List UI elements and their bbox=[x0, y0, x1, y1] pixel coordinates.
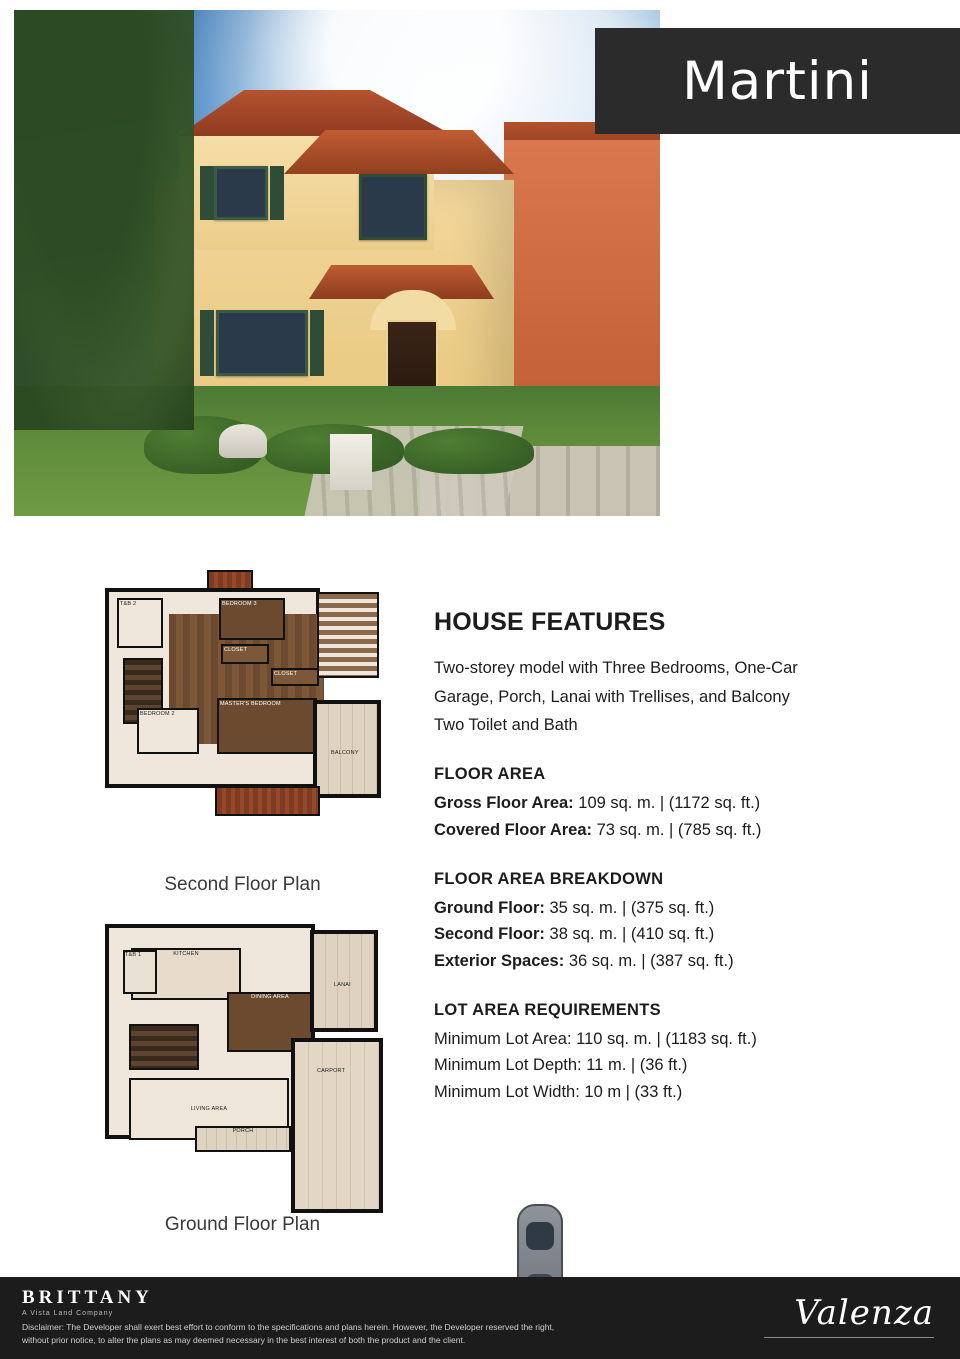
section-floor-area-breakdown bbox=[434, 870, 904, 975]
room-label-balcony: BALCONY bbox=[331, 750, 359, 756]
room-label-closet-2: CLOSET bbox=[274, 671, 298, 677]
row-second-floor bbox=[434, 921, 904, 948]
roof-detail-top bbox=[207, 570, 253, 590]
row-value-min-lot-depth: 11 m. | (36 ft.) bbox=[586, 1056, 688, 1075]
row-gross-floor-area bbox=[434, 790, 904, 817]
model-title-banner bbox=[595, 28, 960, 134]
row-value-min-lot-area: 110 sq. m. | (1183 sq. ft.) bbox=[576, 1029, 757, 1048]
room-label-lanai: LANAI bbox=[334, 982, 351, 988]
valenza-logo: Valenza bbox=[794, 1293, 934, 1333]
second-floor-trellis bbox=[317, 592, 379, 678]
room-label-porch: PORCH bbox=[232, 1128, 254, 1134]
valenza-underline bbox=[764, 1337, 934, 1338]
section-floor-area bbox=[434, 765, 904, 843]
ground-floor-stairs bbox=[129, 1024, 199, 1070]
page-title: Martini bbox=[682, 50, 873, 112]
brittany-tagline: A Vista Land Company bbox=[22, 1310, 114, 1317]
disclaimer-text: Disclaimer: The Developer shall exert best effort to conform to the specifications and plans herein. However, the Developer reserved the right, without prior notice, to alter the plans as may deemed necessary in the best interest of both the product and the client. bbox=[22, 1322, 555, 1345]
room-bedroom3 bbox=[219, 598, 285, 640]
footer bbox=[0, 1277, 960, 1359]
shutter-right bbox=[270, 166, 284, 220]
room-bedroom2 bbox=[137, 708, 199, 754]
section-heading-floor-area: FLOOR AREA bbox=[434, 765, 546, 784]
row-label-min-lot-depth: Minimum Lot Depth: bbox=[434, 1056, 582, 1075]
lower-window bbox=[216, 310, 308, 376]
row-label-exterior-spaces: Exterior Spaces: bbox=[434, 952, 565, 971]
room-label-tb1: T&B 1 bbox=[125, 952, 142, 958]
row-value-min-lot-width: 10 m | (33 ft.) bbox=[584, 1083, 683, 1102]
room-tb2 bbox=[117, 598, 163, 648]
row-label-min-lot-width: Minimum Lot Width: bbox=[434, 1083, 580, 1102]
row-label-covered-floor-area: Covered Floor Area: bbox=[434, 820, 593, 839]
row-label-min-lot-area: Minimum Lot Area: bbox=[434, 1029, 572, 1048]
entry-post bbox=[330, 434, 372, 490]
room-label-dining-area: DINING AREA bbox=[251, 994, 289, 1000]
house-features-panel bbox=[434, 608, 904, 1106]
shutter-left bbox=[200, 166, 214, 220]
brittany-logo bbox=[22, 1287, 153, 1317]
roof-detail-bottom bbox=[215, 786, 320, 816]
room-closet-2 bbox=[271, 668, 319, 686]
shutter-lower-right bbox=[310, 310, 324, 376]
row-value-gross-floor-area: 109 sq. m. | (1172 sq. ft.) bbox=[578, 794, 761, 813]
room-masters-bedroom bbox=[217, 698, 317, 754]
room-carport bbox=[291, 1038, 383, 1213]
features-intro bbox=[434, 655, 904, 739]
row-min-lot-area bbox=[434, 1026, 904, 1053]
shutter-lower-left bbox=[200, 310, 214, 376]
room-label-living-area: LIVING AREA bbox=[190, 1106, 228, 1112]
ground-floor-plan bbox=[95, 910, 390, 1236]
hedge-3 bbox=[404, 428, 534, 474]
row-exterior-spaces bbox=[434, 948, 904, 975]
row-label-ground-floor: Ground Floor: bbox=[434, 898, 545, 917]
second-floor-caption: Second Floor Plan bbox=[164, 874, 321, 895]
row-label-gross-floor-area: Gross Floor Area: bbox=[434, 794, 574, 813]
row-value-covered-floor-area: 73 sq. m. | (785 sq. ft.) bbox=[596, 820, 762, 839]
row-ground-floor bbox=[434, 895, 904, 922]
balcony-area bbox=[313, 700, 381, 798]
main-roof bbox=[154, 90, 454, 136]
row-value-exterior-spaces: 36 sq. m. | (387 sq. ft.) bbox=[568, 952, 734, 971]
upper-window-left bbox=[214, 166, 268, 220]
second-floor-outline bbox=[105, 588, 320, 788]
intro-line-1: Two-storey model with Three Bedrooms, One-Car bbox=[434, 659, 798, 677]
house-photo bbox=[14, 10, 660, 516]
intro-line-2: Garage, Porch, Lanai with Trellises, and Balcony bbox=[434, 687, 790, 706]
ground-floor-drawing bbox=[95, 910, 390, 1210]
room-label-kitchen: KITCHEN bbox=[173, 951, 199, 957]
room-label-tb2: T&B 2 bbox=[120, 601, 137, 607]
room-label-bedroom2: BEDROOM 2 bbox=[140, 711, 175, 717]
pine-trees bbox=[14, 10, 194, 430]
room-closet-1 bbox=[221, 644, 269, 664]
row-min-lot-depth bbox=[434, 1052, 904, 1079]
room-tb1 bbox=[123, 950, 157, 994]
intro-line-3: Two Toilet and Bath bbox=[434, 716, 578, 735]
row-label-second-floor: Second Floor: bbox=[434, 925, 545, 944]
room-label-closet-1: CLOSET bbox=[224, 647, 248, 653]
ground-floor-caption: Ground Floor Plan bbox=[164, 1214, 321, 1235]
section-lot-area-requirements bbox=[434, 1001, 904, 1106]
row-min-lot-width bbox=[434, 1079, 904, 1106]
row-value-second-floor: 38 sq. m. | (410 sq. ft.) bbox=[549, 925, 715, 944]
upper-window-right bbox=[359, 174, 427, 240]
second-floor-drawing bbox=[95, 570, 390, 870]
room-label-masters-bedroom: MASTER'S BEDROOM bbox=[220, 701, 281, 707]
brittany-wordmark: BRITTANY bbox=[22, 1287, 153, 1308]
garden-urn bbox=[219, 424, 267, 458]
room-label-bedroom3: BEDROOM 3 bbox=[222, 601, 257, 607]
room-porch bbox=[195, 1126, 291, 1152]
features-heading: HOUSE FEATURES bbox=[434, 608, 666, 636]
row-value-ground-floor: 35 sq. m. | (375 sq. ft.) bbox=[549, 898, 715, 917]
room-label-carport: CARPORT bbox=[317, 1068, 346, 1074]
room-lanai bbox=[310, 930, 378, 1032]
second-floor-plan bbox=[95, 570, 390, 896]
section-heading-lot-area: LOT AREA REQUIREMENTS bbox=[434, 1000, 661, 1019]
section-heading-breakdown: FLOOR AREA BREAKDOWN bbox=[434, 869, 664, 888]
ground-floor-outline bbox=[105, 924, 315, 1139]
row-covered-floor-area bbox=[434, 817, 904, 844]
